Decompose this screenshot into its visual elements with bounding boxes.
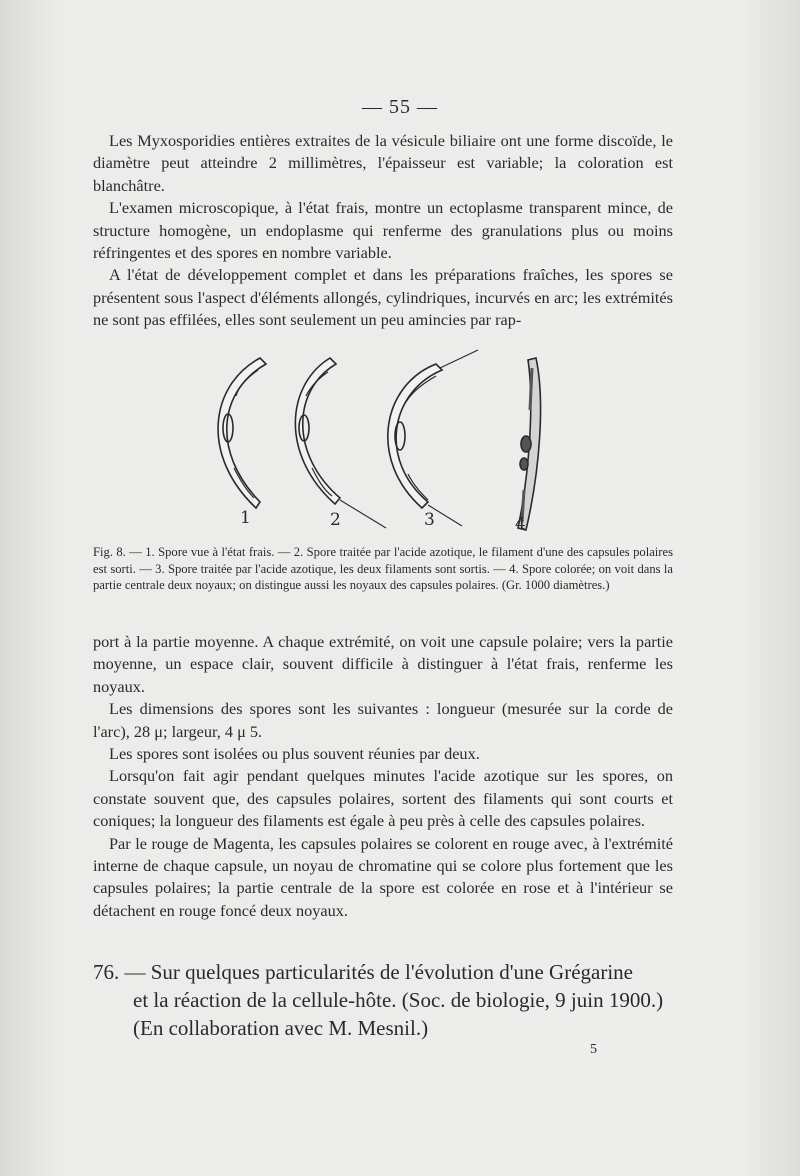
spore-2-drawing bbox=[295, 358, 386, 528]
text-block-top bbox=[93, 130, 673, 332]
paragraph: L'examen microscopique, à l'état frais, montre un ectoplasme transparent mince, de structure homogène, un endoplasme qui renferme des granulations plus ou moins réfringentes et des spores en nombre variable. bbox=[93, 198, 673, 263]
paragraph: Les Myxosporidies entières extraites de la vésicule biliaire ont une forme discoïde, le diamètre peut atteindre 2 millimètres, l'épaisseur est variable; la coloration est blanchâtre. bbox=[93, 131, 673, 195]
figure-label-1: 1 bbox=[240, 508, 251, 528]
spore-figure bbox=[200, 340, 580, 540]
spore-4-drawing bbox=[518, 358, 541, 530]
paragraph: port à la partie moyenne. A chaque extrémité, on voit une capsule polaire; vers la partie moyenne, un espace clair, souvent difficile à distinguer à l'état frais, renferme les noyaux. bbox=[93, 632, 673, 696]
paragraph: Les spores sont isolées ou plus souvent réunies par deux. bbox=[109, 744, 480, 764]
paragraph: Par le rouge de Magenta, les capsules polaires se colorent en rouge avec, à l'extrémité interne de chaque capsule, un noyau de chromatine qui se colore plus fortement que les capsules polaires; la partie centrale de la spore est colorée en rose et à l'intérieur se détachent en rouge foncé deux noyaux. bbox=[93, 833, 673, 920]
paragraph: Les dimensions des spores sont les suivantes : longueur (mesurée sur la corde de l'arc), 28 μ; largeur, 4 μ 5. bbox=[93, 699, 673, 741]
page-number: — 55 — bbox=[362, 96, 438, 118]
figure-caption bbox=[93, 544, 673, 594]
signature-number: 5 bbox=[590, 1042, 597, 1057]
section-heading-line: (En collaboration avec M. Mesnil.) bbox=[133, 1016, 429, 1040]
paragraph: A l'état de développement complet et dans les préparations fraîches, les spores se présentent sous l'aspect d'éléments allongés, cylindriques, incurvés en arc; les extrémités ne sont pas effilées, elles sont seulement un peu amincies par rap- bbox=[93, 265, 673, 330]
spore-3-drawing bbox=[388, 350, 478, 526]
text-block-bottom bbox=[93, 631, 673, 922]
section-heading bbox=[93, 958, 683, 1042]
figure-label-2: 2 bbox=[330, 510, 341, 530]
spore-illustration bbox=[200, 340, 580, 540]
paragraph: Lorsqu'on fait agir pendant quelques minutes l'acide azotique sur les spores, on constate souvent que, des capsules polaires, sortent des filaments qui sont courts et coniques; la longueur des filaments est égale à peu près à celle des capsules polaires. bbox=[93, 766, 673, 831]
figure-label-3: 3 bbox=[424, 510, 435, 530]
caption-text: Fig. 8. — 1. Spore vue à l'état frais. — 2. Spore traitée par l'acide azotique, le filament d'une des capsules polaires est sorti. — 3. Spore traitée par l'acide azotique, les deux filaments sont sortis. — 4. Spore colorée; on voit dans la partie centrale deux noyaux; on distingue aussi les noyaux des capsules polaires. (Gr. 1000 diamètres.) bbox=[93, 545, 673, 593]
figure-label-4: 4 bbox=[515, 514, 526, 534]
section-heading-line: 76. — Sur quelques particularités de l'évolution d'une Grégarine bbox=[93, 960, 634, 984]
spore-1-drawing bbox=[218, 358, 266, 508]
section-heading-line: et la réaction de la cellule-hôte. (Soc. de biologie, 9 juin 1900.) bbox=[133, 988, 664, 1012]
